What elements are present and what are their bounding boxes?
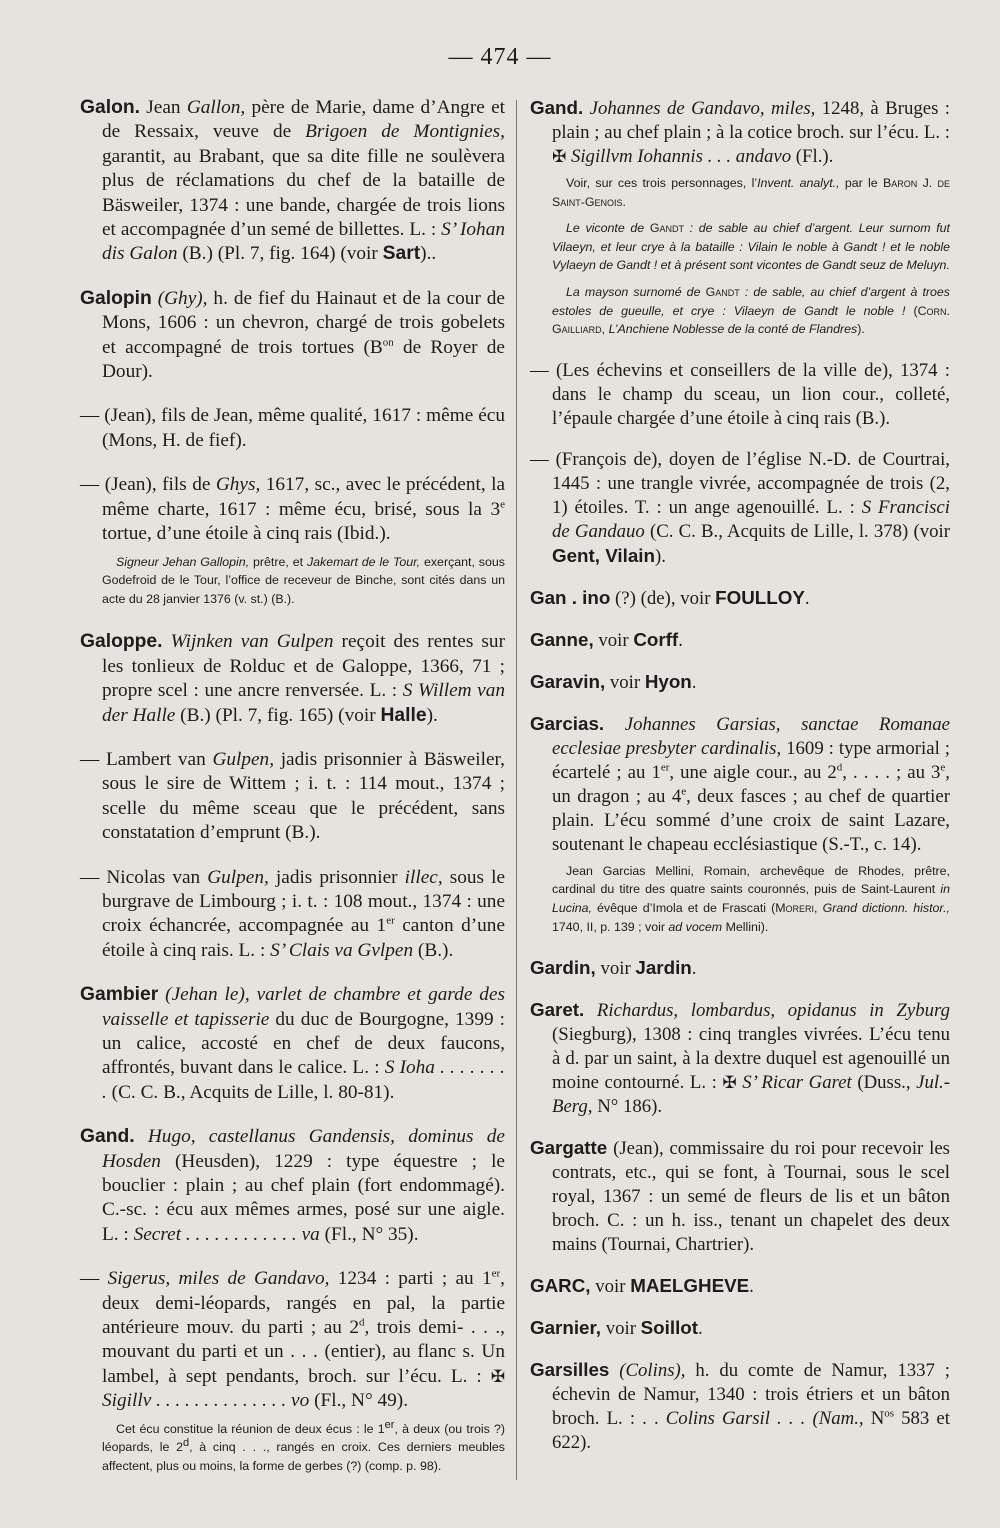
entry-text: (Colins), [609,1360,686,1382]
entry-text: e [681,785,687,798]
entry-text: er [491,1267,501,1280]
entry-text: 1740, II, p. 139 ; voir [552,919,669,934]
entry-text: (B.) (Pl. 7, fig. 164) (voir [177,243,383,265]
entry-text: par le [839,176,883,190]
entry-text: (B.) (Pl. 7, fig. 165) (voir [175,704,381,726]
armorial-entry [80,1267,505,1413]
headword: Garnier, [530,1317,601,1339]
entry-text: Baron J. de Saint-Genois. [552,176,950,209]
headword: Galoppe. [80,631,163,653]
entry-text: : de sable, au chief d’argent à troes estoles de gueulle, et crye : Vilaeyn de Gandt le noble ! [552,284,950,318]
entry-text: : de sable au chief d’argent. Leur surnom fut Vilaeyn, et leur crye à la bataille : Vilain le noble à Gandt ! et le noble Vylaeyn de Gandt ! et à présent sont vicontes de Gandt seuz de Meluyn. [552,221,950,273]
entry-text: , trois demi- . . ., mouvant du parti et un . . . (entier), au flanc s. Un lambel, à sept pendants, broch. sur l’écu. L. : [102,1317,505,1387]
entry-text: (Jean), commissaire du roi pour recevoir les contrats, etc., qui se font, à Tournai, sous le scel royal, 1367 : un semé de fleurs de lis et un bâton broch. C. : un h. iss., tenant un chapelet des deux mains (Tournai, Chartrier). [552,1138,950,1256]
entry-text [135,1126,148,1147]
armorial-entry [530,956,950,981]
entry-text: (Heusden), 1229 : type équestre ; le bouclier : plain ; au chef plain (fort endommagé). C.-sc. : écu aux mêmes armes, posé sur une aigle. L. : [102,1150,505,1245]
armorial-entry [80,748,505,846]
entry-text: Jul.-Berg, [552,1072,951,1118]
armorial-entry [530,1274,950,1299]
entry-text: Richardus, lombardus, opidanus in Zyburg [596,1000,950,1022]
entry-text: 1617, sc., avec le précédent, la même charte, 1617 : même écu, brisé, sous la 3 [102,474,506,520]
left-column [80,96,505,1497]
entry-text: (Siegburg), 1308 : cinq trangles vivrées. L’écu tenu à d. par un saint, à la dextre duquel est agenouillé un moine contourné. L. : [552,1024,950,1094]
entry-text: , à deux (ou trois ?) léopards, le 2 [102,1421,506,1455]
footnote [102,553,505,609]
entry-text: h. du comte de Namur, 1337 ; échevin de Namur, 1340 : trois étriers et un bâton broch. L. : . . [552,1360,950,1430]
entry-text: 583 et 622). [552,1408,950,1454]
entry-text: 1248, à Bruges : plain ; au chef plain ; à la cotice broch. sur l’écu. L. : [552,98,950,143]
entry-text: canton d’une étoile à cinq rais. L. : [102,915,506,961]
armorial-entry [530,586,950,611]
armorial-entry [530,628,950,653]
entry-text: er [384,1418,395,1431]
footnote [552,862,950,936]
footnote [552,219,950,275]
entry-text: — (Jean), fils de [80,474,216,496]
entry-text: ).. [420,243,437,265]
entry-text: (B.). [413,939,454,961]
headword: Jardin [635,957,692,979]
entry-text: ). [426,704,438,726]
entry-text: (Jehan le), varlet de chambre et garde des vaisselle et tapisserie [102,984,505,1030]
entry-text: . [691,671,697,693]
entry-text: sous le burgrave de Limbourg ; i. t. : 108 mout., 1374 : une croix échancrée, accompagnée au 1 [102,866,505,937]
entry-text: Wijnken van Gulpen [170,631,334,653]
cross-icon: ✠ [722,1073,737,1094]
entry-text: Brigoen de Montignies, [305,121,505,143]
entry-text: (Duss., [851,1072,917,1094]
headword: Soillot [640,1317,699,1339]
entry-text: Johannes Garsias, sanctae Romanae ecclesiae presbyter cardinalis, [552,713,950,759]
armorial-entry [80,983,505,1105]
armorial-entry [80,404,505,453]
entry-text: Johannes de Gandavo, miles, [589,98,816,119]
entry-text [584,1000,597,1021]
entry-text: L’Anchiene Noblesse de la conté de Flandres [608,322,858,337]
headword: Garet. [530,999,585,1021]
entry-text: jadis prisonnier à Bäsweiler, sous le sire de Wittem ; i. t. : 114 mout., 1374 ; scelle du même sceau que le précédent, sans constatation d’emprunt (B.). [102,748,505,844]
armorial-entry [530,670,950,695]
entry-text: N° 186). [592,1096,663,1118]
entry-text: tortue, d’une étoile à cinq rais (Ibid.). [102,523,391,545]
entry-text: Gallon, [186,97,246,118]
entry-text: Sigerus, miles de Gandavo, [107,1268,330,1290]
headword: MAELGHEVE [630,1275,750,1297]
entry-text: S’ Iohan dis Galon [102,219,505,265]
page-number: — 474 — [448,44,552,70]
entry-text: Jakemart de le Tour, [306,554,421,569]
entry-text: Sigillvm Iohannis . . . andavo [570,146,792,167]
entry-text: exerçant, sous Godefroid de le Tour, l’office de receveur de Binche, sont cités dans un acte du 28 janvier 1376 (v. st.) (B.). [102,554,505,606]
armorial-entry [530,712,950,857]
entry-text: voir [593,629,634,651]
armorial-entry [530,998,950,1119]
entry-text: Secret . . . . . . . . . . . . va [133,1223,320,1245]
entry-text: illec, [404,866,443,888]
entry-text: (C. C. B., Acquits de Lille, l. 80-81). [106,1081,395,1103]
entry-text: Mellini). [722,919,769,934]
entry-text: os [884,1407,895,1420]
entry-text: er [660,761,670,774]
entry-text: . [749,1276,754,1298]
armorial-entry [80,866,505,964]
entry-text: . [678,629,683,651]
headword: Galon. [80,97,140,118]
entry-text: . [691,958,697,980]
entry-text: 1234 : parti ; au 1 [329,1268,492,1290]
entry-text: er [386,914,395,927]
armorial-entry [530,96,950,169]
entry-text: , deux demi-léopards, rangés en pal, la partie antérieure mouv. du parti ; au 2 [102,1268,505,1339]
entry-text: Gandt [705,284,740,299]
entry-text: , un dragon ; au 4 [552,761,950,807]
entry-text: d [836,761,843,774]
entry-text: in Lucina, [552,882,950,915]
footnote [552,174,950,211]
entry-text: Ghys, [215,474,261,496]
headword: Garcias. [530,712,605,734]
right-column [530,96,950,1472]
headword: Sart [382,243,421,265]
headword: Ganne, [530,628,594,650]
entry-text: e [940,761,946,774]
entry-text: ). [857,322,865,337]
entry-text: Gulpen, [212,748,275,770]
entry-text [604,714,625,735]
headword: Gan . ino [530,586,611,608]
footnote [102,1420,505,1476]
entry-text: e [500,498,505,511]
entry-text: — (Les échevins et conseillers de la ville de), 1374 : dans le champ du sceau, un lion cour., colleté, l’épaule chargée d’une étoile à cinq rais (B.). [530,359,950,429]
entry-text: h. de fief du Hainaut et de la cour de Mons, 1606 : un chevron, chargé de trois gobelets et accompagné de trois tortues (B [102,287,505,358]
entry-text: (Fl., N° 49). [309,1390,409,1412]
headword: Garsilles [530,1359,610,1381]
entry-text: Sigillv . . . . . . . . . . . . . . vo [102,1390,310,1412]
entry-text: — (François de), doyen de l’église N.-D. de Courtrai, 1445 : une trangle vivrée, accompagnée de trois (2, 1) étoiles. T. : un ange agenouillé. L. : [530,448,950,518]
headword: Gargatte [530,1137,608,1159]
footnote [552,283,950,339]
entry-text: Voir, sur ces trois personnages, l’ [566,176,758,190]
entry-text: (?) (de), voir [610,587,716,609]
entry-text: (Fl.). [791,146,834,167]
headword: Gand. [80,1126,135,1148]
entry-text: d [358,1316,365,1329]
entry-text: voir [595,958,636,980]
cross-icon: ✠ [552,147,567,167]
entry-text: S Willem van der Halle [102,680,505,726]
entry-text: Hugo, castellanus Gandensis, dominus de Hosden [102,1126,505,1172]
entry-text: Signeur Jehan Gallopin, [116,554,250,569]
entry-text: S Francisci de Gandauo [552,496,950,542]
headword: Gardin, [530,957,596,979]
entry-text: voir [590,1276,631,1298]
entry-text: Gulpen, [207,866,269,888]
entry-text: (Fl., N° 35). [319,1223,419,1245]
armorial-entry [530,1136,950,1257]
entry-text: N [863,1408,885,1430]
armorial-entry [530,1358,950,1455]
headword: Gent, Vilain [552,544,655,566]
headword: Gand. [530,97,584,118]
entry-text: . [698,1318,703,1340]
armorial-entry [530,1316,950,1341]
entry-text: Corn. Gailliard, [552,303,950,337]
entry-text: ( [905,303,918,318]
entry-text: S’ Clais va Gvlpen [270,939,414,961]
entry-text: père de Marie, dame d’Angre et de Ressaix, veuve de [102,97,505,143]
entry-text: Colins Garsil . . . (Nam., [665,1408,864,1430]
armorial-entry [530,448,950,569]
headword: GARC, [530,1275,591,1297]
entry-text: évêque d’Imola et de Frascati ( [591,900,776,915]
entry-text: Gandt [649,221,684,236]
entry-text: (C. C. B., Acquits de Lille, l. 378) (voir [644,520,950,542]
entry-text: ). [654,545,666,567]
entry-text: — (Jean), fils de Jean, même qualité, 1617 : même écu (Mons, H. de fief). [80,405,505,451]
armorial-entry [80,630,505,728]
entry-text: de Royer de Dour). [102,336,505,383]
entry-text: — Nicolas van [80,866,208,888]
entry-text: Invent. analyt., [757,176,840,190]
entry-text: Moreri, [775,900,818,915]
entry-text: (Ghy), [151,287,208,309]
entry-text: , à cinq . . ., rangés en croix. Ces derniers meubles affectent, plus ou moins, la forme de gerbes (?) (comp. p. 98). [102,1440,505,1473]
entry-text: on [382,336,394,349]
entry-text: voir [601,1318,641,1340]
entry-text: d [183,1437,190,1450]
entry-text: , deux fasces ; au chef de quartier plain. L’écu sommé d’une croix de saint Lazare, soutenant le chapeau ecclésiastique (S.-T., c. 14). [552,785,950,855]
entry-text: ad vocem [668,919,723,934]
column-divider [516,100,517,1480]
entry-text: , . . . . ; au 3 [842,761,941,783]
headword: Corff [633,628,679,650]
entry-text: S’ Ricar Garet [742,1072,852,1094]
armorial-entry [80,473,505,546]
entry-text: du duc de Bourgogne, 1399 : un calice, accosté en chef de deux faucons, affrontés, buvant dans le calice. L. : [102,1008,505,1079]
entry-text: Jean [140,97,187,118]
entry-text: La mayson surnomé de [566,284,706,299]
entry-text: . [804,587,810,609]
entry-text: 1609 : type armorial ; écartelé ; au 1 [552,737,950,783]
entry-text: prêtre, et [249,554,307,569]
headword: Galopin [80,287,152,309]
entry-text: S Ioha . . . . . . . . [102,1057,505,1103]
entry-text [163,631,171,652]
headword: Garavin, [530,670,606,692]
entry-text: garantit, au Brabant, que sa dite fille ne soulèvera plus de réclamations du chef de la bataille de Bäsweiler, 1374 : une bande, chargée de trois lions et accompagnée d’un semé de billettes. L. : [102,145,505,241]
headword: Gambier [80,984,159,1006]
headword: FOULLOY [715,586,805,608]
entry-text: Jean Garcias Mellini, Romain, archevêque de Rhodes, prêtre, cardinal du titre des quatre saints couronnés, puis de Saint-Laurent [552,863,950,897]
headword: Halle [380,704,427,726]
entry-text: voir [605,671,645,693]
headword: Hyon [644,670,692,692]
armorial-entry [80,287,505,385]
entry-text: jadis prisonnier [268,866,405,888]
entry-text: — [80,1268,108,1290]
cross-icon: ✠ [490,1366,505,1387]
entry-text: Grand dictionn. histor., [822,900,950,915]
armorial-entry [80,1125,505,1247]
entry-text: Cet écu constitue la réunion de deux écus : le 1 [116,1421,385,1436]
entry-text: , une aigle cour., au 2 [669,761,837,783]
entry-text: reçoit des rentes sur les tonlieux de Rolduc et de Galoppe, 1366, 71 ; propre scel : une ancre renversée. L. : [102,631,505,702]
armorial-entry [530,359,950,431]
entry-text: — Lambert van [80,748,213,770]
armorial-entry [80,96,505,267]
entry-text: Le viconte de [566,221,650,236]
